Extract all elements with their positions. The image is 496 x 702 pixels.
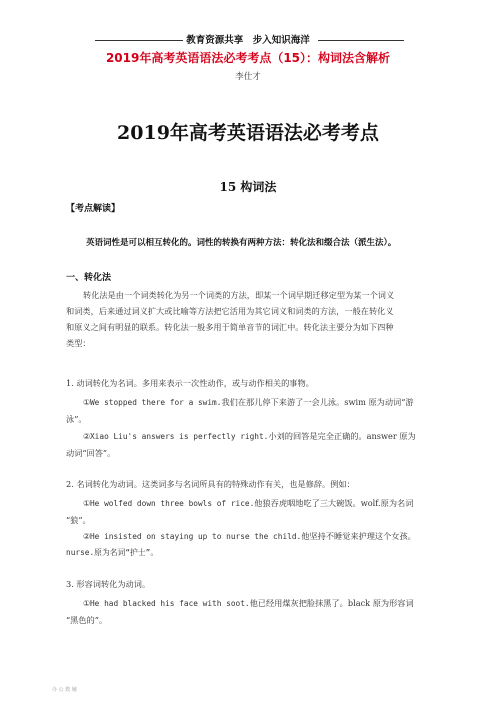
- example-chinese: 他狼吞虎咽地吃了三大碗饭。wolf.原为名词: [254, 498, 414, 508]
- example-chinese: 他坚持不睡觉来护理这个女孩。: [301, 531, 416, 541]
- example-chinese: 他已经用煤灰把脸抹黑了。black 原为形容词: [249, 598, 414, 608]
- example-english: ①We stopped there for a swim.: [83, 398, 222, 407]
- footer-note: 办 公 教 辅: [52, 687, 77, 693]
- item-heading: 1. 动词转化为名词。多用来表示一次性动作，或与动作相关的事物。: [66, 378, 314, 388]
- example-continuation: “黑色的”。: [66, 615, 108, 625]
- section-title: 15 构词法: [219, 180, 277, 194]
- intro-paragraph: [66, 287, 430, 351]
- example-1a: [66, 394, 430, 427]
- example-continuation: “狼”。: [66, 515, 91, 525]
- key-point-tag: 【考点解读】: [66, 204, 121, 214]
- section-heading-conversion: 一、转化法: [66, 273, 112, 283]
- document-red-title: 2019年高考英语语法必考考点（15）：构词法含解析: [105, 51, 391, 65]
- intro-line: 和原义之间有明显的联系。转化法一般多用于简单音节的词汇中。转化法主要分为如下四种: [66, 322, 394, 332]
- item-2: [66, 476, 430, 492]
- intro-line: 类型：: [66, 338, 91, 348]
- intro-line: 转化法是由一个词类转化为另一个词类的方法，即某一个词早期迁移定型为某一个词义: [83, 290, 395, 300]
- example-chinese: 我们在那儿停下来游了一会儿泳。swim 原为动词“游: [221, 397, 414, 407]
- lead-sentence: 英语词性是可以相互转化的。词性的转换有两种方法：转化法和缀合法（派生法）。: [86, 238, 397, 248]
- example-english: ①He had blacked his face with soot.: [83, 599, 250, 608]
- intro-line: 和词类，后来通过词义扩大或比喻等方法把它活用为其它词义和词类的方法，一般在转化义: [66, 306, 394, 316]
- example-continuation: 动词“回答”。: [66, 448, 116, 458]
- example-3a: [66, 595, 430, 628]
- item-1: [66, 375, 430, 391]
- example-continuation: nurse.原为名词“护士”。: [66, 548, 159, 557]
- example-1b: [66, 428, 430, 461]
- example-chinese: 小刘的回答是完全正确的。answer 原为: [268, 431, 416, 441]
- main-title: 2019年高考英语语法必考考点: [117, 122, 379, 144]
- author-name: 李仕才: [235, 72, 261, 82]
- item-heading: 2. 名词转化为动词。这类词多与名词所具有的特殊动作有关，也是修辞。例如：: [66, 479, 355, 489]
- example-continuation: 泳”。: [66, 414, 87, 424]
- example-english: ②He insisted on staying up to nurse the child.: [83, 532, 302, 541]
- example-2a: [66, 495, 430, 528]
- example-2b: [66, 528, 430, 561]
- item-3: [66, 576, 430, 592]
- header-banner: 教育资源共享 步入知识海洋: [186, 35, 310, 46]
- item-heading: 3. 形容词转化为动词。: [66, 579, 151, 589]
- example-english: ①He wolfed down three bowls of rice.: [83, 499, 255, 508]
- example-english: ②Xiao Liu's answers is perfectly right.: [83, 432, 269, 441]
- header-rule-right: [318, 40, 404, 41]
